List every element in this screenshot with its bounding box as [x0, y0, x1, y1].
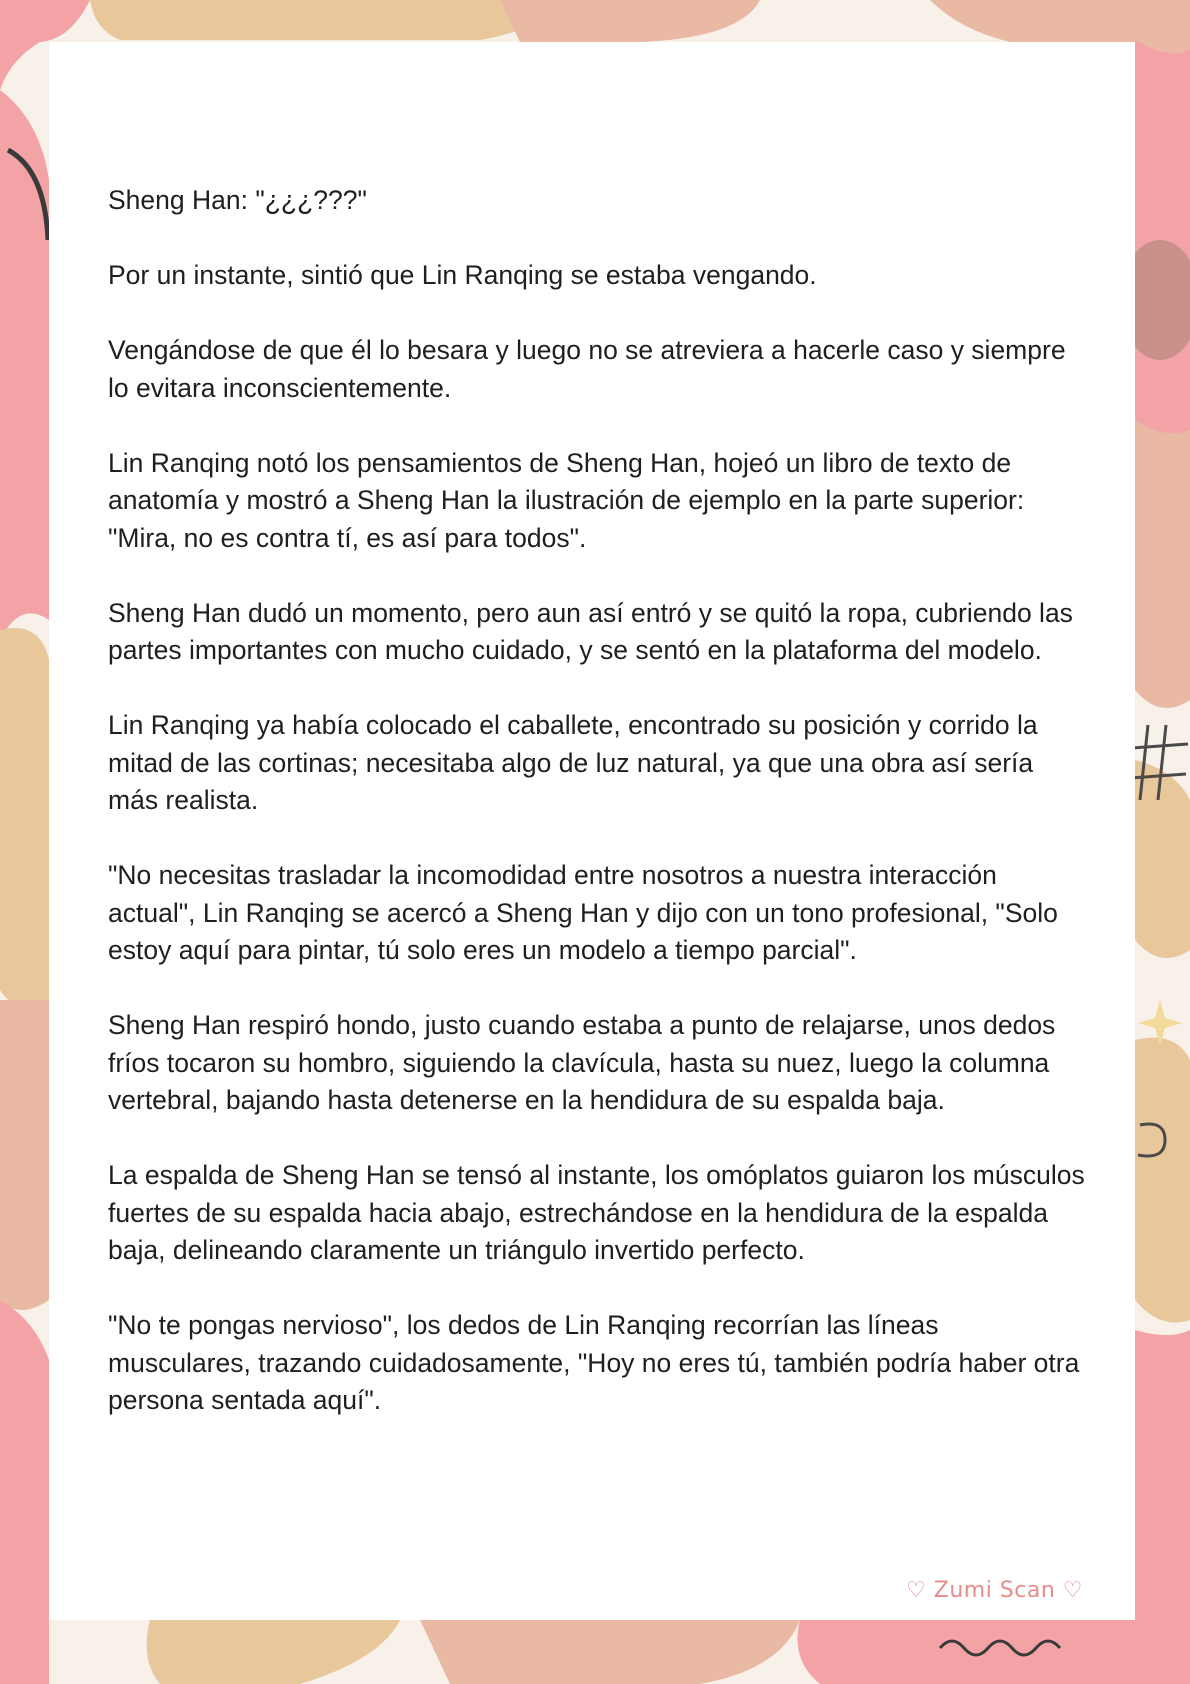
left-blob-sand [0, 628, 49, 1008]
right-blob-sand-2 [1135, 1038, 1190, 1323]
right-blob-pink-1 [1135, 40, 1190, 438]
left-blob-pink-2 [0, 1300, 49, 1684]
paragraph: "No te pongas nervioso", los dedos de Lin Ranqing recorrían las líneas musculares, trazando cuidadosamente, "Hoy no eres tú, también podría haber otra persona sentada aquí". [108, 1310, 1080, 1415]
scanlator-signature: ♡ Zumi Scan ♡ [906, 1578, 1083, 1603]
paragraph: Lin Ranqing ya había colocado el caballete, encontrado su posición y corrido la mitad de las cortinas; necesitaba algo de luz natural, ya que una obra así sería más realista. [108, 710, 1038, 815]
paragraph: "No necesitas trasladar la incomodidad entre nosotros a nuestra interacción actual", Lin Ranqing se acercó a Sheng Han y dijo con un tono profesional, "Solo estoy aquí para pintar, tú solo eres un modelo a tiempo parcial". [108, 860, 1058, 965]
paragraph: La espalda de Sheng Han se tensó al instante, los omóplatos guiaron los músculos fuertes de su espalda hacia abajo, estrechándose en la hendidura de la espalda baja, delineando claramente un triángulo invertido perfecto. [108, 1160, 1085, 1265]
paragraph: Lin Ranqing notó los pensamientos de Sheng Han, hojeó un libro de texto de anatomía y mostró a Sheng Han la ilustración de ejemplo en la parte superior: "Mira, no es contra tí, es así para todos". [108, 447, 1025, 553]
right-blob-pink-2 [1135, 1330, 1190, 1684]
paragraph: Sheng Han: "¿¿¿???" [108, 185, 367, 215]
paragraph: Sheng Han respiró hondo, justo cuando estaba a punto de relajarse, unos dedos fríos tocaron su hombro, siguiendo la clavícula, hasta su nuez, luego la columna vertebral, bajando hasta detenerse en la hendidura de su espalda baja. [108, 1010, 1056, 1115]
left-blob-pink-1 [0, 90, 49, 640]
left-blob-peach [0, 1000, 49, 1310]
right-blob-peach [1135, 420, 1190, 708]
paragraph: Por un instante, sintió que Lin Ranqing se estaba vengando. [108, 260, 817, 290]
paragraph: Vengándose de que él lo besara y luego no se atreviera a hacerle caso y siempre lo evitara inconscientemente. [108, 335, 1066, 403]
story-text [108, 182, 1088, 1457]
right-blob-sand-1 [1135, 760, 1190, 958]
paragraph: Sheng Han dudó un momento, pero aun así entró y se quitó la ropa, cubriendo las partes importantes con mucho cuidado, y se sentó en la plataforma del modelo. [108, 597, 1073, 665]
top-blob-sand [90, 0, 560, 40]
